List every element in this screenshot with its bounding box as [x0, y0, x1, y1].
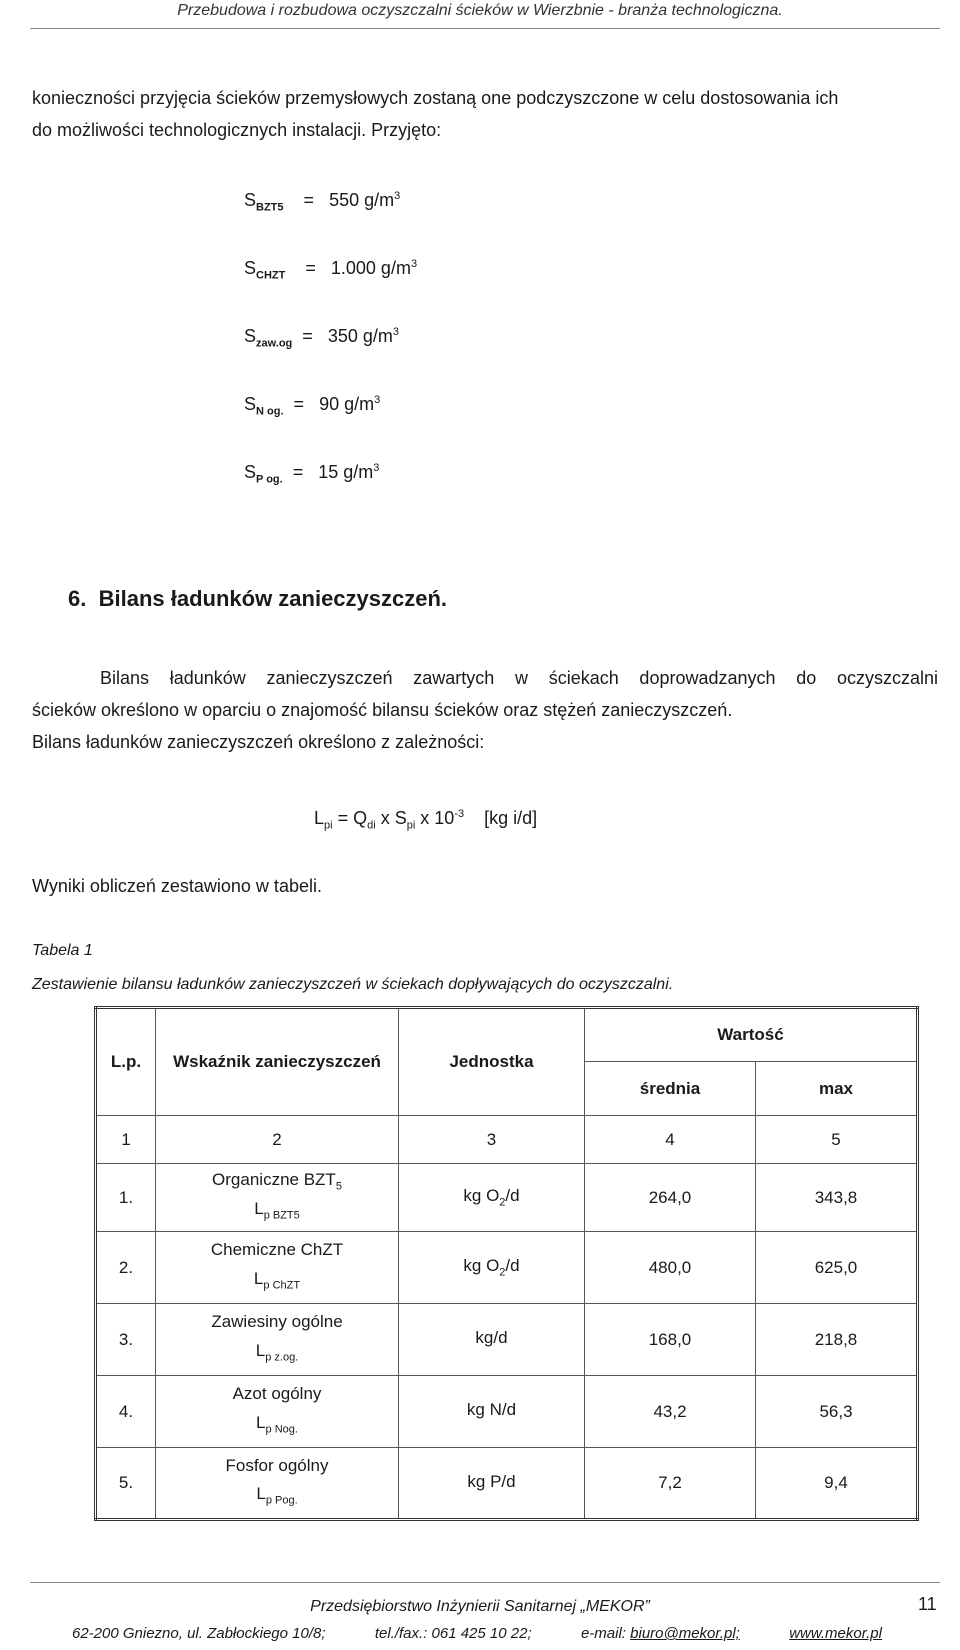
- table-row: [96, 1164, 918, 1232]
- column-numbers-row: [96, 1116, 918, 1164]
- col-number: 2: [156, 1116, 399, 1164]
- conc-zawiesina: $S_{zaw.og}$ = 350 $g/m^3$: [244, 326, 399, 350]
- header-divider: [30, 28, 940, 29]
- body-line-3: Bilans ładunków zanieczyszczeń określono z zależności:: [32, 732, 485, 752]
- table-row: [96, 1376, 918, 1448]
- row-avg: 7,2: [585, 1448, 756, 1520]
- row-avg: 168,0: [585, 1304, 756, 1376]
- row-unit: kg/d: [399, 1304, 585, 1376]
- col-number: 1: [96, 1116, 156, 1164]
- row-lp: 2.: [96, 1232, 156, 1304]
- intro-paragraph: [32, 82, 938, 146]
- page-header: Przebudowa i rozbudowa oczyszczalni ścieków w Wierzbnie - branża technologiczna.: [177, 2, 783, 19]
- header-value: Wartość: [585, 1008, 918, 1062]
- row-indicator: Organiczne $BZT_5$ $L_{p BZT5}$: [156, 1164, 399, 1232]
- row-max: 9,4: [756, 1448, 918, 1520]
- conc-chzt: $S_{CHZT}$ = 1.000 $g/m^3$: [244, 258, 418, 282]
- row-lp: 1.: [96, 1164, 156, 1232]
- row-avg: 264,0: [585, 1164, 756, 1232]
- footer-email: e-mail: biuro@mekor.pl;: [580, 1625, 740, 1642]
- header-avg: średnia: [585, 1062, 756, 1116]
- row-indicator: Zawiesiny ogólne $L_{p z.og.}$: [156, 1304, 399, 1376]
- header-lp: L.p.: [96, 1008, 156, 1116]
- row-unit: kg $O_2/d$: [399, 1164, 585, 1232]
- table-caption: Zestawienie bilansu ładunków zanieczyszczeń w ściekach dopływających do oczyszczalni.: [32, 976, 674, 993]
- intro-line-1: konieczności przyjęcia ścieków przemysłowych zostaną one podczyszczone w celu dostosowania ich: [32, 88, 839, 108]
- col-number: 4: [585, 1116, 756, 1164]
- body-line-2: ścieków określono w oparciu o znajomość bilansu ścieków oraz stężeń zanieczyszczeń.: [32, 700, 733, 720]
- body-paragraph: [32, 662, 938, 758]
- load-formula: $L_{pi} = Q_{di}$ x $S_{pi}$ x $10^{-3}$ [kg i/d]: [314, 808, 538, 832]
- row-unit: kg P/d: [399, 1448, 585, 1520]
- row-max: 56,3: [756, 1376, 918, 1448]
- table-row: [96, 1304, 918, 1376]
- footer-phone: tel./fax.: 061 425 10 22;: [374, 1625, 532, 1642]
- intro-line-2: do możliwości technologicznych instalacji. Przyjęto:: [32, 120, 442, 140]
- row-max: 343,8: [756, 1164, 918, 1232]
- table-row: [96, 1232, 918, 1304]
- row-max: 625,0: [756, 1232, 918, 1304]
- load-balance-table: [94, 1006, 919, 1521]
- conc-bzt5: $S_{BZT5}$ = 550 $g/m^3$: [244, 190, 401, 214]
- row-lp: 4.: [96, 1376, 156, 1448]
- row-avg: 480,0: [585, 1232, 756, 1304]
- footer-company: Przedsiębiorstwo Inżynierii Sanitarnej „MEKOR”: [310, 1598, 650, 1615]
- page-number: 11: [918, 1594, 937, 1614]
- table-row: [96, 1448, 918, 1520]
- conc-fosfor: $S_{P og.}$ = 15 $g/m^3$: [244, 462, 380, 486]
- row-avg: 43,2: [585, 1376, 756, 1448]
- row-indicator: Fosfor ogólny $L_{p Pog.}$: [156, 1448, 399, 1520]
- row-indicator: Chemiczne ChZT $L_{p ChZT}$: [156, 1232, 399, 1304]
- row-unit: kg $O_2/d$: [399, 1232, 585, 1304]
- col-number: 3: [399, 1116, 585, 1164]
- email-link[interactable]: biuro@mekor.pl;: [630, 1625, 740, 1642]
- header-max: max: [756, 1062, 918, 1116]
- footer-address: 62-200 Gniezno, ul. Zabłockiego 10/8;: [72, 1625, 326, 1642]
- conc-azot: $S_{N og.}$ = 90 $g/m^3$: [244, 394, 381, 418]
- results-text: Wyniki obliczeń zestawiono w tabeli.: [32, 876, 322, 896]
- row-lp: 3.: [96, 1304, 156, 1376]
- row-lp: 5.: [96, 1448, 156, 1520]
- table-label: Tabela 1: [32, 942, 93, 959]
- header-unit: Jednostka: [399, 1008, 585, 1116]
- body-line-1: Bilans ładunków zanieczyszczeń zawartych w ściekach doprowadzanych do oczyszczalni: [100, 668, 938, 688]
- row-max: 218,8: [756, 1304, 918, 1376]
- footer-contact: [72, 1625, 882, 1642]
- footer-divider: [30, 1582, 940, 1583]
- col-number: 5: [756, 1116, 918, 1164]
- row-indicator: Azot ogólny $L_{p Nog.}$: [156, 1376, 399, 1448]
- section-heading: 6. Bilans ładunków zanieczyszczeń.: [68, 586, 448, 611]
- row-unit: kg N/d: [399, 1376, 585, 1448]
- header-indicator: Wskaźnik zanieczyszczeń: [156, 1008, 399, 1116]
- website-link[interactable]: www.mekor.pl: [789, 1625, 882, 1642]
